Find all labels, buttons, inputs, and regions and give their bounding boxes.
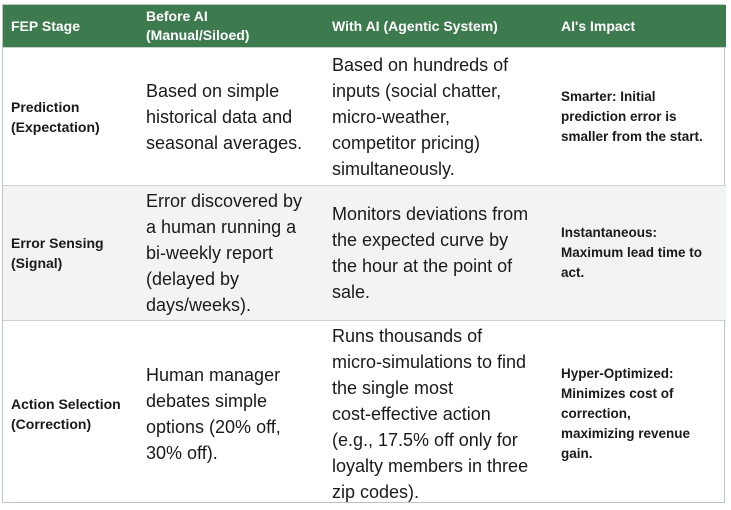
cell-text: Monitors deviations from — [332, 204, 529, 224]
impact-text: act. — [561, 265, 585, 280]
impact-text: Minimizes cost of — [561, 385, 674, 401]
cell-text: 30% off). — [146, 442, 218, 463]
cell-text: Based on simple — [146, 80, 280, 101]
with-ai-cell — [324, 48, 553, 186]
header-text: AI's Impact — [561, 17, 636, 34]
impact-text: gain. — [561, 445, 593, 461]
impact-text: maximizing revenue — [561, 425, 691, 441]
header-text: Before AI — [146, 8, 208, 24]
cell-text: Human manager — [146, 364, 281, 385]
before-ai-cell — [138, 48, 324, 186]
impact-text: Hyper-Optimized: — [561, 365, 674, 381]
with-ai-cell — [324, 321, 553, 507]
cell-text: micro-weather, — [332, 106, 451, 127]
cell-text: (delayed by — [146, 269, 240, 289]
stage-text: (Expectation) — [11, 118, 100, 135]
cell-text: a human running a — [146, 217, 297, 237]
stage-cell — [3, 186, 138, 321]
fep-comparison-table — [3, 5, 726, 506]
header-fep-stage — [3, 5, 138, 48]
impact-text: Maximum lead time to — [561, 245, 703, 260]
cell-text: inputs (social chatter, — [332, 80, 502, 101]
table-row — [3, 321, 726, 507]
cell-text: the single most — [332, 377, 454, 398]
cell-text: cost-effective action — [332, 403, 491, 424]
header-ai-impact — [553, 5, 726, 48]
cell-text: Runs thousands of — [332, 325, 483, 346]
stage-text: (Signal) — [11, 255, 63, 271]
table-header-row — [3, 5, 726, 48]
table-row — [3, 48, 726, 186]
impact-cell — [553, 321, 726, 507]
header-before-ai — [138, 5, 324, 48]
cell-text: bi-weekly report — [146, 243, 274, 263]
impact-cell — [553, 186, 726, 321]
cell-text: debates simple — [146, 390, 268, 411]
cell-text: the hour at the point of — [332, 256, 513, 276]
stage-cell — [3, 48, 138, 186]
cell-text: (e.g., 17.5% off only for — [332, 429, 518, 450]
cell-text: zip codes). — [332, 481, 420, 502]
impact-text: prediction error is — [561, 108, 677, 124]
cell-text: sale. — [332, 282, 371, 302]
header-text: With AI (Agentic System) — [332, 17, 498, 34]
cell-text: Based on hundreds of — [332, 54, 509, 75]
stage-cell — [3, 321, 138, 507]
before-ai-cell — [138, 186, 324, 321]
impact-text: Smarter: Initial — [561, 88, 656, 104]
header-text: (Manual/Siloed) — [146, 27, 250, 43]
header-with-ai — [324, 5, 553, 48]
stage-text: Error Sensing — [11, 235, 104, 251]
stage-text: Prediction — [11, 98, 80, 115]
cell-text: micro-simulations to find — [332, 351, 527, 372]
impact-text: correction, — [561, 405, 631, 421]
cell-text: options (20% off, — [146, 416, 281, 437]
cell-text: competitor pricing) — [332, 132, 481, 153]
cell-text: Error discovered by — [146, 191, 303, 211]
cell-text: the expected curve by — [332, 230, 509, 250]
cell-text: historical data and — [146, 106, 293, 127]
cell-text: seasonal averages. — [146, 132, 303, 153]
fep-comparison-table-container — [2, 4, 725, 503]
cell-text: simultaneously. — [332, 158, 455, 179]
header-text: FEP Stage — [11, 17, 80, 34]
impact-cell — [553, 48, 726, 186]
with-ai-cell — [324, 186, 553, 321]
impact-text: smaller from the start. — [561, 128, 703, 144]
impact-text: Instantaneous: — [561, 225, 658, 240]
table-row — [3, 186, 726, 321]
before-ai-cell — [138, 321, 324, 507]
cell-text: days/weeks). — [146, 295, 252, 315]
stage-text: Action Selection — [11, 395, 121, 412]
cell-text: loyalty members in three — [332, 455, 529, 476]
stage-text: (Correction) — [11, 415, 92, 432]
